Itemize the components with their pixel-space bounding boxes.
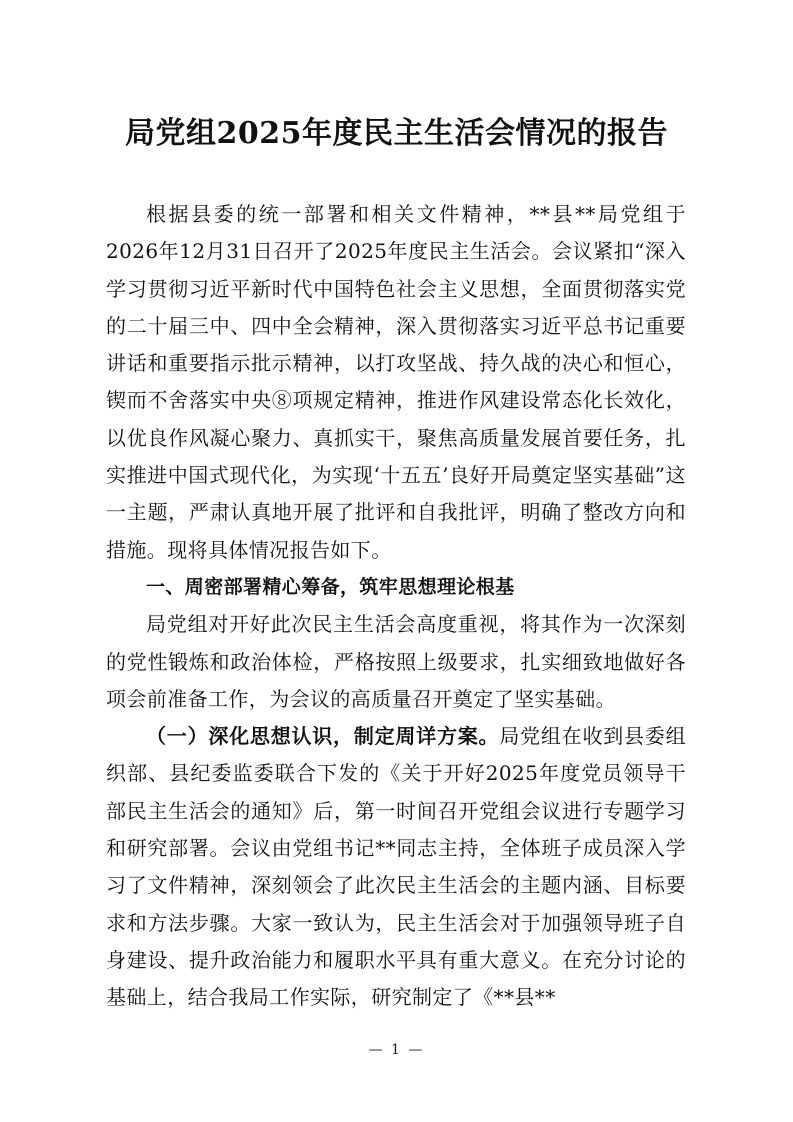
paragraph-2: 局党组对开好此次民主生活会高度重视，将其作为一次深刻的党性锻炼和政治体检，严格按照上级要求，扎实细致地做好各项会前准备工作，为会议的高质量召开奠定了坚实基础。 <box>106 612 686 711</box>
document-body <box>106 196 686 1017</box>
paragraph-3 <box>106 718 686 1016</box>
paragraph-3-text: 局党组在收到县委组织部、县纪委监委联合下发的《关于开好2025年度党员领导干部民主生活会的通知》后，第一时间召开党组会议进行专题学习和研究部署。会议由党组书记**同志主持，全体班子成员深入学习了文件精神，深刻领会了此次民主生活会的主题内涵、目标要求和方法步骤。大家一致认为，民主生活会对于加强领导班子自身建设、提升政治能力和履职水平具有重大意义。在充分讨论的基础上，结合我局工作实际，研究制定了《**县** <box>106 724 686 1010</box>
subheading-1: （一）深化思想认识，制定周详方案。 <box>146 724 500 749</box>
document-title: 局党组2025年度民主生活会情况的报告 <box>125 116 668 151</box>
section-heading-1: 一、周密部署精心筹备，筑牢思想理论根基 <box>146 575 515 598</box>
page-number: — 1 — <box>368 1042 425 1058</box>
paragraph-intro: 根据县委的统一部署和相关文件精神，**县**局党组于2026年12月31日召开了2025年度民主生活会。会议紧扣“深入学习贯彻习近平新时代中国特色社会主义思想，全面贯彻落实党的二十届三中、四中全会精神，深入贯彻落实习近平总书记重要讲话和重要指示批示精神，以打攻坚战、持久战的决心和恒心，锲而不舍落实中央⑧项规定精神，推进作风建设常态化长效化，以优良作风凝心聚力、真抓实干，聚焦高质量发展首要任务，扎实推进中国式现代化，为实现‘十五五’良好开局奠定坚实基础”这一主题，严肃认真地开展了批评和自我批评，明确了整改方向和措施。现将具体情况报告如下。 <box>106 202 686 562</box>
